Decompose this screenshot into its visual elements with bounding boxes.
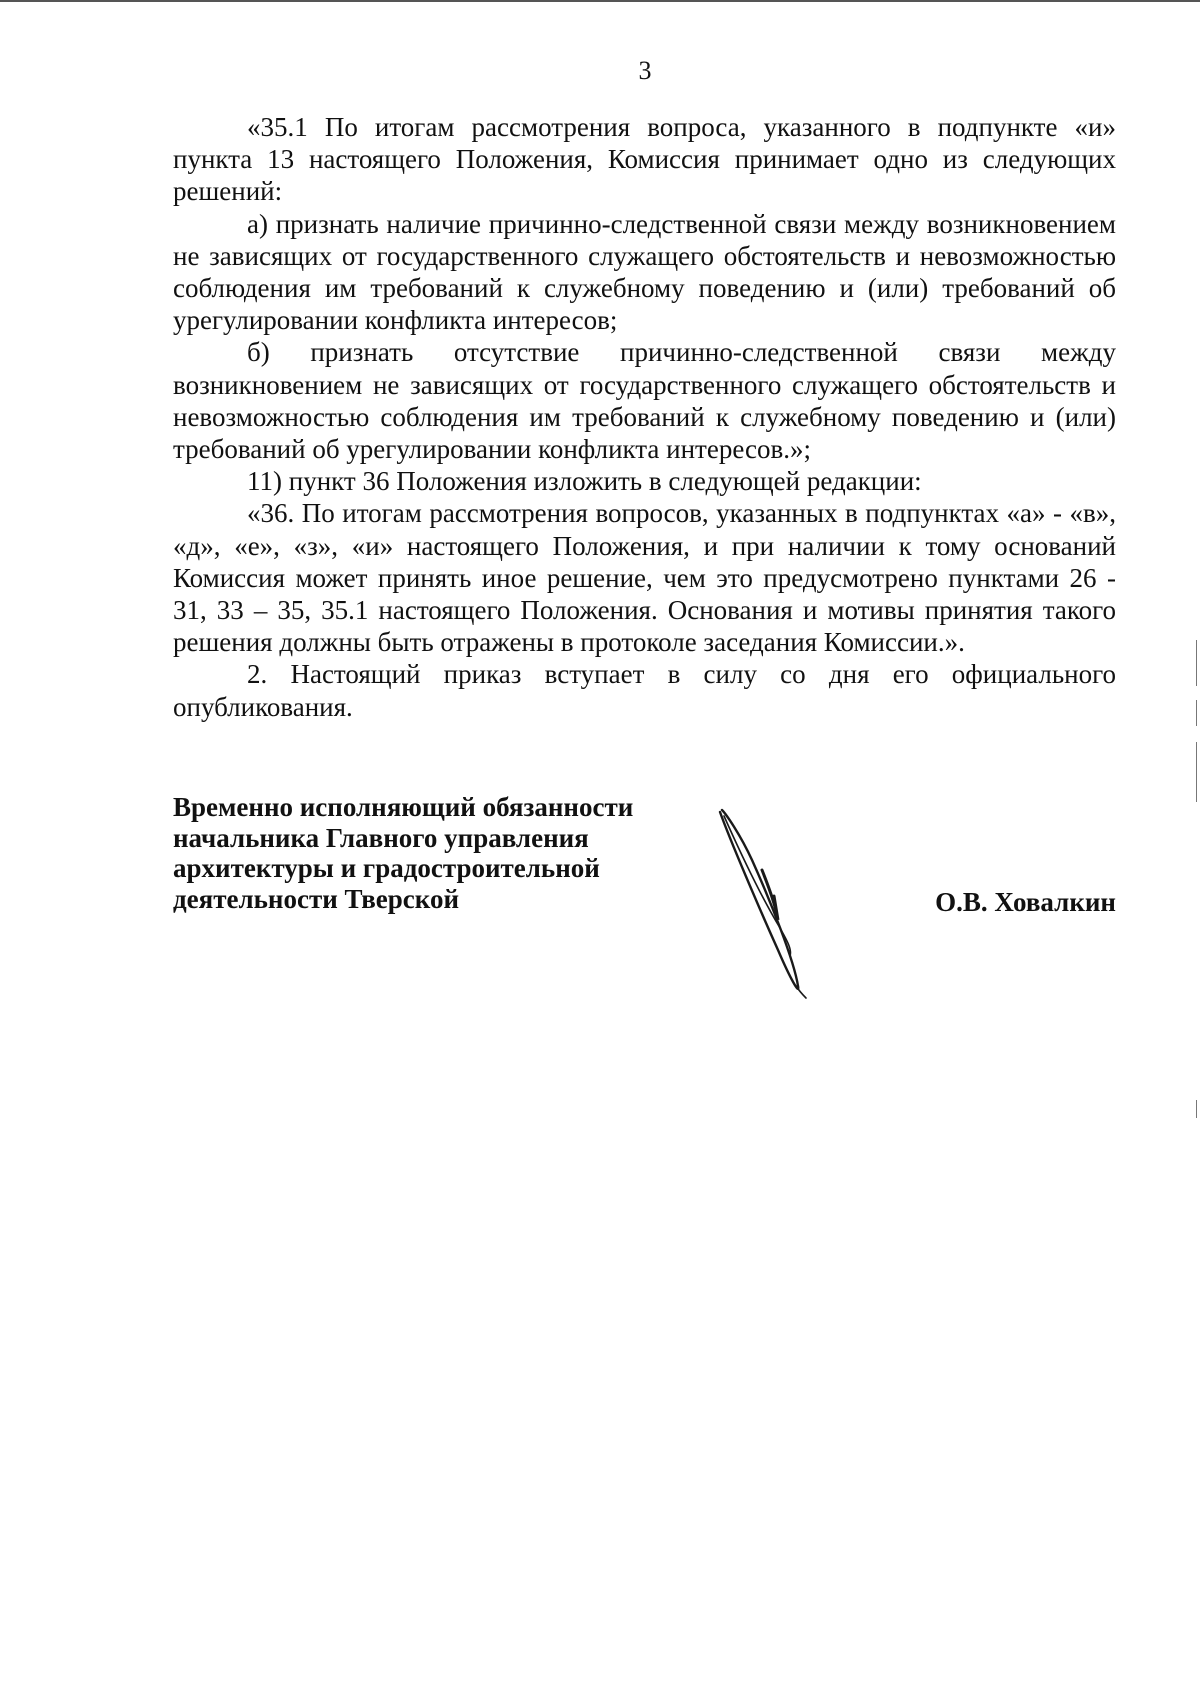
scan-speck bbox=[1196, 742, 1197, 802]
signatory-position bbox=[173, 792, 733, 914]
scan-top-edge bbox=[0, 0, 1200, 2]
signatory-line: Временно исполняющий обязанности bbox=[173, 792, 634, 822]
paragraph-36: «36. По итогам рассмотрения вопросов, указанных в подпунктах «а» - «в», «д», «е», «з», «и» настоящего Положения, и при наличии к тому оснований Комиссия может принять иное решение, чем это предусмотрено пунктами 26 - 31, 33 – 35, 35.1 настоящего Положения. Основания и мотивы принятия такого решения должны быть отражены в протоколе заседания Комиссии.». bbox=[173, 498, 1116, 658]
signer-name: О.В. Ховалкин bbox=[935, 887, 1116, 917]
scan-speck bbox=[1196, 640, 1197, 686]
paragraph-effective-date: 2. Настоящий приказ вступает в силу со дня его официального опубликования. bbox=[173, 659, 1116, 722]
paragraph-35-1: «35.1 По итогам рассмотрения вопроса, указанного в подпункте «и» пункта 13 настоящего Положения, Комиссия принимает одно из следующих решений: bbox=[173, 112, 1116, 207]
signatory-line: архитектуры и градостроительной bbox=[173, 853, 600, 883]
paragraph-item-11: 11) пункт 36 Положения изложить в следующей редакции: bbox=[247, 466, 922, 497]
paragraph-item-a: а) признать наличие причинно-следственной связи между возникновением не зависящих от государственного служащего обстоятельств и невозможностью соблюдения им требований к служебному поведению и (или) требований об урегулировании конфликта интересов; bbox=[173, 208, 1116, 336]
handwritten-signature bbox=[700, 800, 830, 1000]
signatory-line: начальника Главного управления bbox=[173, 822, 589, 853]
signatory-line: деятельности Тверской bbox=[173, 883, 460, 914]
page-number: 3 bbox=[638, 56, 652, 85]
document-body bbox=[173, 111, 1116, 723]
scan-speck bbox=[1196, 700, 1197, 726]
paragraph-item-b: б) признать отсутствие причинно-следственной связи между возникновением не зависящих от государственного служащего обстоятельств и невозможностью соблюдения им требований к служебному поведению и (или) требований об урегулировании конфликта интересов.»; bbox=[173, 337, 1116, 465]
scan-speck bbox=[1196, 1100, 1197, 1118]
